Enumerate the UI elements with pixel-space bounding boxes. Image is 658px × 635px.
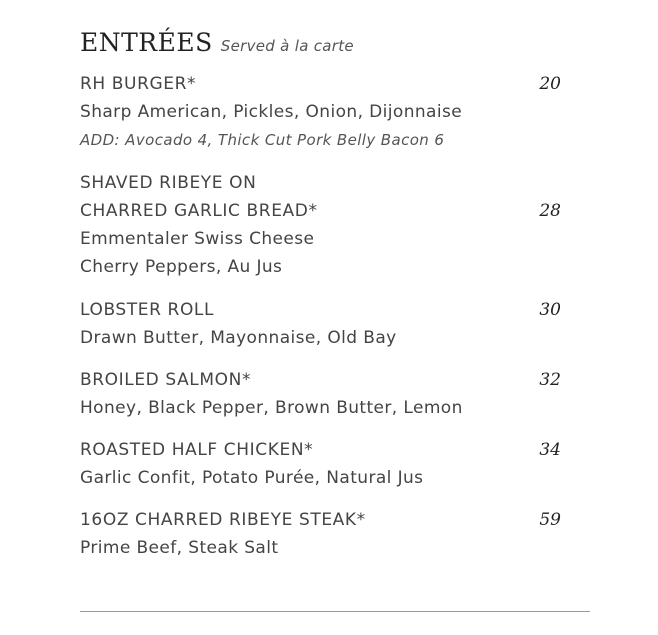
item-name-line-1: SHAVED RIBEYE ON	[80, 173, 257, 193]
item-price: 34	[539, 440, 561, 460]
menu-item-rh-burger	[80, 70, 560, 154]
item-description: Prime Beef, Steak Salt	[80, 538, 279, 558]
item-description-line-1: Emmentaler Swiss Cheese	[80, 229, 315, 249]
item-price: 59	[539, 510, 561, 530]
item-description: Sharp American, Pickles, Onion, Dijonnaise	[80, 102, 463, 122]
item-description: Honey, Black Pepper, Brown Butter, Lemon	[80, 398, 463, 418]
menu-item-shaved-ribeye	[80, 169, 560, 281]
item-description-line-2: Cherry Peppers, Au Jus	[80, 257, 283, 277]
entrees-menu	[80, 28, 560, 562]
item-price: 32	[539, 370, 561, 390]
section-divider	[80, 611, 590, 612]
item-add-on: ADD: Avocado 4, Thick Cut Pork Belly Bacon 6	[80, 131, 445, 149]
section-heading	[80, 28, 560, 68]
item-description: Drawn Butter, Mayonnaise, Old Bay	[80, 328, 397, 348]
item-name: BROILED SALMON*	[80, 370, 252, 390]
menu-item-lobster-roll	[80, 296, 560, 352]
section-title: ENTRÉES	[80, 28, 213, 57]
menu-item-ribeye-steak	[80, 506, 560, 562]
item-name: RH BURGER*	[80, 74, 197, 94]
item-price: 20	[539, 74, 561, 94]
item-name: ROASTED HALF CHICKEN*	[80, 440, 314, 460]
item-price: 30	[539, 300, 561, 320]
item-name-line-2: CHARRED GARLIC BREAD*	[80, 201, 318, 221]
menu-item-roasted-half-chicken	[80, 436, 560, 492]
item-name: 16OZ CHARRED RIBEYE STEAK*	[80, 510, 366, 530]
item-name: LOBSTER ROLL	[80, 300, 215, 320]
item-description: Garlic Confit, Potato Purée, Natural Jus	[80, 468, 424, 488]
item-price: 28	[539, 201, 561, 221]
section-subtitle: Served à la carte	[220, 37, 354, 55]
menu-item-broiled-salmon	[80, 366, 560, 422]
